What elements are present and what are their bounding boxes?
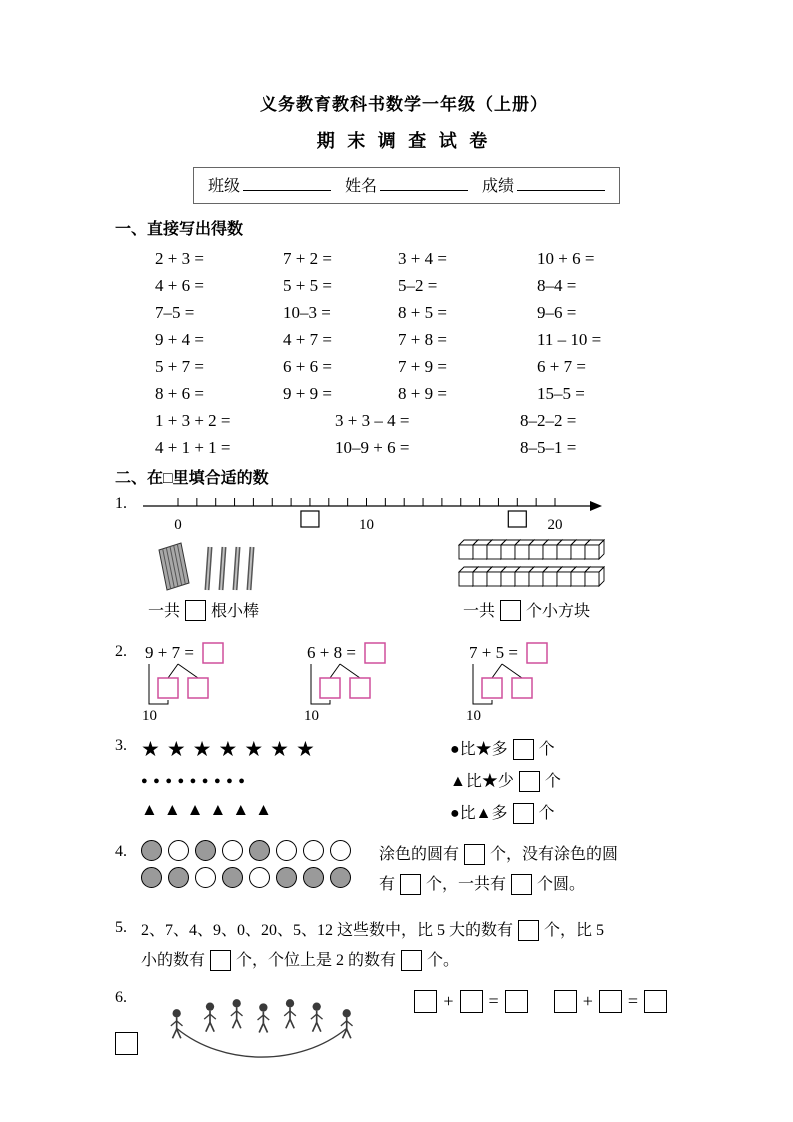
comparison-text: ●比★多	[450, 741, 508, 759]
answer-box	[554, 990, 577, 1013]
question-4	[115, 840, 693, 900]
answer-box	[519, 771, 540, 792]
number-line	[141, 492, 611, 536]
score-label: 成绩	[482, 178, 515, 195]
unit-cube	[585, 572, 599, 586]
answer-box	[414, 990, 437, 1013]
ten-label: 10	[304, 708, 319, 725]
student-info-box	[193, 167, 620, 204]
answer-box	[365, 643, 385, 663]
ten-label: 10	[466, 708, 481, 725]
arithmetic-problem: 2 + 3 =	[155, 248, 204, 268]
calc-row	[155, 326, 693, 353]
cubes-caption	[463, 598, 590, 624]
circle-rows	[141, 840, 365, 894]
section2-heading: 二、在□里填合适的数	[115, 470, 269, 487]
arithmetic-problem: 8 + 5 =	[398, 302, 447, 322]
unit-cube	[585, 545, 599, 559]
answer-box	[115, 1032, 138, 1055]
calc-row	[155, 434, 693, 461]
unshaded-circle	[222, 840, 243, 861]
question-2-number: 2.	[115, 643, 127, 661]
numberline-label: 20	[547, 517, 563, 533]
unit-cube	[529, 572, 543, 586]
class-label: 班级	[208, 178, 241, 195]
comparison-line	[450, 798, 561, 830]
triangle-icon: ▲	[141, 800, 164, 820]
question-4-line	[379, 870, 618, 900]
caption-text: 根小棒	[211, 603, 260, 620]
comparison-line	[450, 766, 561, 798]
comparison-text: 个	[538, 741, 555, 759]
arithmetic-problem: 9 + 4 =	[155, 329, 204, 349]
dot-icon: ●	[189, 775, 202, 788]
answer-box	[518, 920, 539, 941]
star-icon: ★	[270, 737, 296, 762]
page-title: 义务教育教科书数学一年级（上册）	[260, 95, 548, 114]
arithmetic-problem: 10–9 + 6 =	[335, 437, 410, 457]
question-5	[115, 916, 693, 976]
answer-box	[185, 600, 206, 621]
score-blank	[517, 173, 605, 191]
cubes-figure	[457, 538, 609, 592]
question-text: 个，比 5	[544, 922, 605, 940]
arithmetic-problem: 6 + 6 =	[283, 356, 332, 376]
answer-box	[513, 803, 534, 824]
arithmetic-problem: 9–6 =	[537, 302, 577, 322]
answer-box	[464, 844, 485, 865]
shaded-circle	[141, 867, 162, 888]
numberline-answer-box	[301, 511, 319, 527]
question-text: 有	[379, 876, 396, 894]
unit-cube	[543, 545, 557, 559]
arithmetic-problem: 6 + 7 =	[537, 356, 586, 376]
unshaded-circle	[168, 840, 189, 861]
dot-icon: ●	[177, 775, 190, 788]
unit-cube	[515, 545, 529, 559]
score-field	[482, 173, 605, 196]
question-text: 个，一共有	[426, 876, 507, 894]
star-icon: ★	[141, 737, 167, 762]
name-label: 姓名	[345, 178, 378, 195]
unit-cube	[571, 572, 585, 586]
arithmetic-problem: 8 + 9 =	[398, 383, 447, 403]
comparison-text: 个	[544, 773, 561, 791]
arithmetic-problem: 3 + 3 – 4 =	[335, 410, 410, 430]
calc-row	[155, 245, 693, 272]
question-1	[115, 492, 693, 536]
arithmetic-problem: 4 + 1 + 1 =	[155, 437, 231, 457]
dot-icon: ●	[141, 775, 154, 788]
make-ten-problems	[141, 640, 627, 724]
question-1-number: 1.	[115, 495, 127, 512]
page-subtitle: 期 末 调 查 试 卷	[316, 131, 492, 151]
question-5-line	[141, 916, 604, 946]
star-icon: ★	[244, 737, 271, 762]
unit-cube	[487, 545, 501, 559]
sticks-figure	[155, 538, 267, 596]
star-icon: ★	[218, 737, 245, 762]
operator: +	[582, 991, 593, 1012]
answer-box	[401, 950, 422, 971]
unshaded-circle	[249, 867, 270, 888]
unit-cube	[557, 545, 571, 559]
name-blank	[380, 173, 468, 191]
arithmetic-problem: 5–2 =	[398, 275, 438, 295]
arithmetic-problem: 5 + 7 =	[155, 356, 204, 376]
unit-cube	[557, 572, 571, 586]
unit-cube	[501, 572, 515, 586]
question-text: 小的数有	[141, 952, 206, 970]
answer-box	[460, 990, 483, 1013]
question-4-text	[379, 840, 618, 900]
operator: =	[488, 991, 499, 1012]
answer-box	[644, 990, 667, 1013]
question-2	[115, 640, 693, 724]
ten-label: 10	[142, 708, 157, 725]
part-box	[512, 678, 532, 698]
question-5-line	[141, 946, 604, 976]
decomp-expression: 6 + 8 =	[307, 643, 356, 663]
star-icon: ★	[295, 737, 322, 762]
name-field	[345, 173, 468, 196]
comparison-line	[450, 734, 561, 766]
arithmetic-problem: 7 + 2 =	[283, 248, 332, 268]
triangle-icon: ▲	[255, 800, 278, 820]
triangle-row	[141, 795, 366, 824]
shaded-circle	[141, 840, 162, 861]
class-blank	[243, 173, 331, 191]
star-row	[141, 734, 366, 764]
arithmetic-problem: 1 + 3 + 2 =	[155, 410, 231, 430]
make-ten-decomposition	[141, 640, 291, 724]
arithmetic-grid	[155, 245, 693, 461]
arithmetic-problem: 11 – 10 =	[537, 329, 602, 349]
triangle-icon: ▲	[209, 800, 233, 820]
arithmetic-problem: 7–5 =	[155, 302, 195, 322]
equation	[554, 990, 667, 1013]
comparison-text: ●比▲多	[450, 805, 508, 823]
question-text: 个。	[427, 952, 460, 970]
circle-row	[141, 867, 365, 894]
caption-text: 一共	[148, 603, 181, 620]
answer-box	[400, 874, 421, 895]
dot-icon: ●	[153, 775, 166, 788]
dot-icon: ●	[213, 775, 227, 788]
shaded-circle	[330, 867, 351, 888]
jump-rope	[177, 1029, 347, 1058]
question-text: 个，个位上是 2 的数有	[236, 952, 397, 970]
decomp-expression: 7 + 5 =	[469, 643, 518, 663]
question-text: 个圆。	[537, 876, 586, 894]
calc-row	[155, 380, 693, 407]
part-box	[188, 678, 208, 698]
shaded-circle	[249, 840, 270, 861]
shaded-circle	[303, 867, 324, 888]
arithmetic-problem: 8 + 6 =	[155, 383, 204, 403]
star-icon: ★	[166, 737, 193, 762]
part-box	[158, 678, 178, 698]
arithmetic-problem: 15–5 =	[537, 383, 585, 403]
part-box	[350, 678, 370, 698]
dot-icon: ●	[201, 775, 214, 788]
arrowhead-icon	[590, 501, 602, 511]
unshaded-circle	[276, 840, 297, 861]
numberline-label: 0	[174, 517, 182, 533]
question-text: 2、7、4、9、0、20、5、12 这些数中，比 5 大的数有	[141, 922, 514, 940]
answer-box	[599, 990, 622, 1013]
dot-icon: ●	[226, 775, 239, 788]
unshaded-circle	[330, 840, 351, 861]
caption-text: 个小方块	[526, 603, 591, 620]
answer-box	[527, 643, 547, 663]
operator: =	[627, 991, 638, 1012]
numberline-label: 10	[359, 517, 374, 533]
arithmetic-problem: 8–5–1 =	[520, 437, 577, 457]
question-5-text	[141, 916, 604, 976]
arithmetic-problem: 4 + 6 =	[155, 275, 204, 295]
part-box	[482, 678, 502, 698]
answer-box	[505, 990, 528, 1013]
equation	[414, 990, 527, 1013]
calc-row	[155, 407, 693, 434]
unit-cube	[529, 545, 543, 559]
arithmetic-problem: 10–3 =	[283, 302, 331, 322]
children-jumping-rope-illustration	[165, 986, 358, 1074]
unit-cube	[473, 572, 487, 586]
unit-cube	[571, 545, 585, 559]
answer-box	[513, 739, 534, 760]
arithmetic-problem: 10 + 6 =	[537, 248, 595, 268]
question-1-captions	[148, 598, 693, 624]
star-icon: ★	[192, 737, 219, 762]
shaded-circle	[195, 840, 216, 861]
comparison-text: ▲比★少	[450, 773, 514, 791]
arithmetic-problem: 4 + 7 =	[283, 329, 332, 349]
caption-text: 一共	[463, 603, 496, 620]
comparison-questions	[450, 734, 561, 830]
question-text: 个，没有涂色的圆	[490, 846, 619, 864]
section1-heading: 一、直接写出得数	[115, 221, 244, 238]
operator: +	[443, 991, 454, 1012]
numberline-answer-box	[508, 511, 526, 527]
make-ten-decomposition	[303, 640, 453, 724]
dot-icon: ●	[238, 775, 251, 788]
arithmetic-problem: 8–2–2 =	[520, 410, 577, 430]
calc-row	[155, 299, 693, 326]
unit-cube	[459, 545, 473, 559]
answer-box	[210, 950, 231, 971]
unit-cube	[501, 545, 515, 559]
arithmetic-problem: 8–4 =	[537, 275, 577, 295]
answer-box	[511, 874, 532, 895]
class-field	[208, 173, 331, 196]
circle-row	[141, 840, 365, 867]
calc-row	[155, 272, 693, 299]
unit-cube	[473, 545, 487, 559]
triangle-icon: ▲	[163, 800, 187, 820]
question-3	[115, 734, 693, 830]
unshaded-circle	[303, 840, 324, 861]
shaded-circle	[276, 867, 297, 888]
unit-cube	[515, 572, 529, 586]
question-4-number: 4.	[115, 843, 127, 861]
question-4-line	[379, 840, 618, 870]
shape-rows	[141, 734, 366, 824]
calc-row	[155, 353, 693, 380]
arithmetic-problem: 5 + 5 =	[283, 275, 332, 295]
unit-cube	[487, 572, 501, 586]
question-6-number: 6.	[115, 989, 127, 1007]
unshaded-circle	[195, 867, 216, 888]
decomp-expression: 9 + 7 =	[145, 643, 194, 663]
arithmetic-problem: 7 + 8 =	[398, 329, 447, 349]
equations	[414, 990, 693, 1013]
arithmetic-problem: 7 + 9 =	[398, 356, 447, 376]
question-3-number: 3.	[115, 737, 127, 755]
answer-box	[500, 600, 521, 621]
make-ten-decomposition	[465, 640, 615, 724]
sticks-caption	[148, 598, 259, 624]
arithmetic-problem: 9 + 9 =	[283, 383, 332, 403]
answer-box	[203, 643, 223, 663]
comparison-text: 个	[538, 805, 555, 823]
triangle-icon: ▲	[232, 800, 256, 820]
unit-cube	[459, 572, 473, 586]
question-1-figures	[155, 538, 693, 596]
dot-row	[141, 767, 366, 795]
question-5-number: 5.	[115, 919, 127, 937]
part-box	[320, 678, 340, 698]
unit-cube	[543, 572, 557, 586]
dot-icon: ●	[165, 775, 178, 788]
arithmetic-problem: 3 + 4 =	[398, 248, 447, 268]
question-6	[115, 986, 693, 1074]
triangle-icon: ▲	[186, 800, 210, 820]
question-text: 涂色的圆有	[379, 846, 460, 864]
shaded-circle	[222, 867, 243, 888]
shaded-circle	[168, 867, 189, 888]
